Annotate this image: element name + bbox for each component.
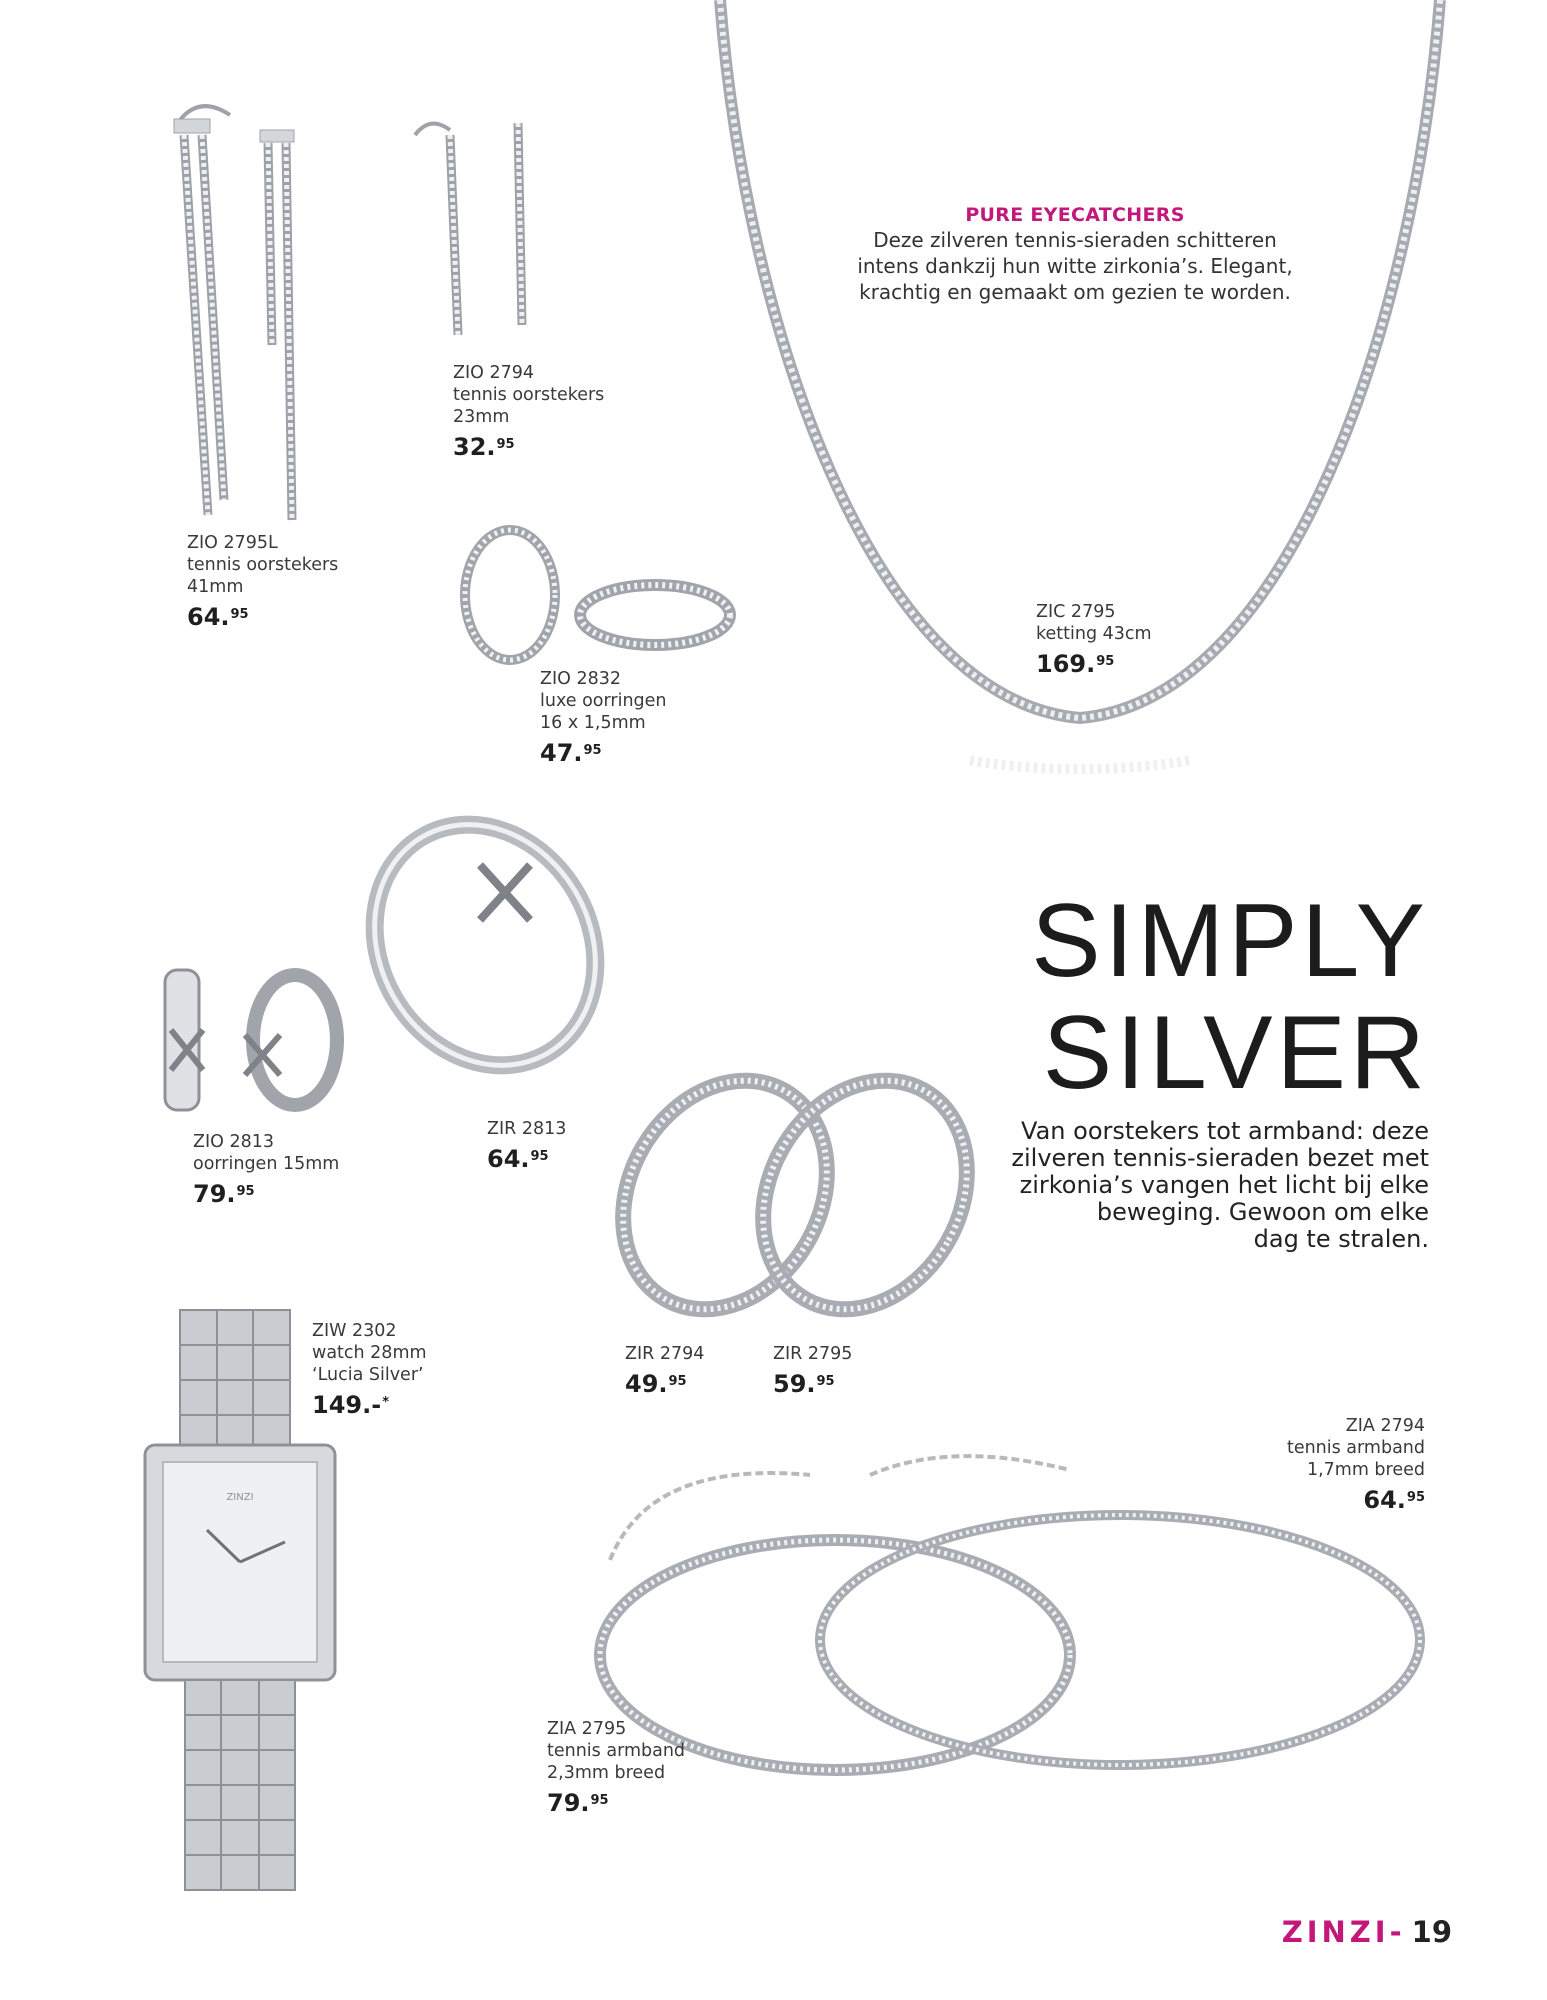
product-price: 64.95 [187, 603, 249, 631]
product-label-zia2794 [1287, 1415, 1425, 1515]
intro-line: zilveren tennis-sieraden bezet met [1011, 1144, 1429, 1172]
product-price: 64.95 [487, 1145, 549, 1173]
product-price: 79.95 [193, 1180, 255, 1208]
product-size: 23mm [453, 407, 510, 427]
product-name: tennis armband [547, 1741, 686, 1761]
product-name: watch 28mm [312, 1343, 427, 1363]
product-code: ZIA 2795 [547, 1719, 627, 1739]
product-code: ZIO 2795L [187, 533, 278, 553]
product-code: ZIA 2794 [1345, 1416, 1425, 1436]
pure-eyecatchers-line: Deze zilveren tennis-sieraden schitteren [873, 228, 1277, 252]
pure-eyecatchers-line: krachtig en gemaakt om gezien te worden. [859, 280, 1291, 304]
product-size: 2,3mm breed [547, 1763, 666, 1783]
pure-eyecatchers-heading: PURE EYECATCHERS [965, 204, 1185, 226]
intro-line: beweging. Gewoon om elke [1096, 1198, 1429, 1226]
product-label-zir2794 [625, 1343, 704, 1399]
product-price: 64.95 [1363, 1486, 1425, 1514]
product-code: ZIO 2794 [453, 363, 535, 383]
product-name: ketting 43cm [1036, 624, 1152, 644]
headline-line: SILVER [1042, 995, 1429, 1111]
intro-line: Van oorstekers tot armband: deze [1021, 1117, 1429, 1145]
long-earrings-image [160, 95, 320, 535]
product-label-zic2795 [1036, 601, 1152, 679]
necklace-image [700, 0, 1460, 800]
tennis-rings-image [610, 1045, 980, 1335]
product-name: oorringen 15mm [193, 1154, 340, 1174]
hoop-earrings-image [455, 520, 745, 670]
product-label-zir2795 [773, 1343, 852, 1399]
pure-eyecatchers-line: intens dankzij hun witte zirkonia’s. Elegant, [857, 254, 1293, 278]
product-code: ZIR 2813 [487, 1119, 567, 1139]
intro-line: zirkonia’s vangen het licht bij elke [1019, 1171, 1429, 1199]
brand-logo: ZINZI- [1281, 1915, 1406, 1949]
product-label-zio2795l [187, 532, 338, 632]
product-code: ZIW 2302 [312, 1321, 397, 1341]
product-code: ZIO 2813 [193, 1132, 275, 1152]
product-label-zir2813 [487, 1118, 566, 1174]
product-price: 79.95 [547, 1789, 609, 1817]
page-footer [1282, 1915, 1452, 1949]
product-name: luxe oorringen [540, 691, 667, 711]
product-label-zio2832 [540, 668, 667, 768]
product-size: 1,7mm breed [1306, 1460, 1425, 1480]
product-price: 49.95 [625, 1370, 687, 1398]
product-code: ZIR 2794 [625, 1344, 705, 1364]
intro-line: dag te stralen. [1253, 1225, 1429, 1253]
page-number: 19 [1411, 1915, 1452, 1949]
product-price: 169.95 [1036, 650, 1115, 678]
product-code: ZIC 2795 [1036, 602, 1116, 622]
page-headline [1031, 885, 1429, 1109]
pure-eyecatchers-block [845, 203, 1305, 305]
product-code: ZIR 2795 [773, 1344, 853, 1364]
cross-earrings-image [155, 960, 355, 1120]
product-size: 16 x 1,5mm [540, 713, 646, 733]
intro-text [959, 1118, 1429, 1253]
product-size: ‘Lucia Silver’ [312, 1365, 424, 1385]
headline-line: SIMPLY [1031, 883, 1429, 999]
short-earrings-image [410, 115, 560, 345]
product-size: 41mm [187, 577, 244, 597]
product-price: 47.95 [540, 739, 602, 767]
cross-ring-image [355, 805, 625, 1085]
product-name: tennis oorstekers [187, 555, 339, 575]
watch-dial-logo: ZINZI [226, 1492, 254, 1503]
product-name: tennis oorstekers [453, 385, 605, 405]
product-label-zia2795 [547, 1718, 685, 1818]
product-name: tennis armband [1286, 1438, 1425, 1458]
product-label-zio2794 [453, 362, 604, 462]
product-code: ZIO 2832 [540, 669, 622, 689]
product-label-ziw2302 [312, 1320, 427, 1420]
product-price: 59.95 [773, 1370, 835, 1398]
product-price: 32.95 [453, 433, 515, 461]
product-price: 149.-* [312, 1391, 389, 1419]
product-label-zio2813 [193, 1131, 339, 1209]
